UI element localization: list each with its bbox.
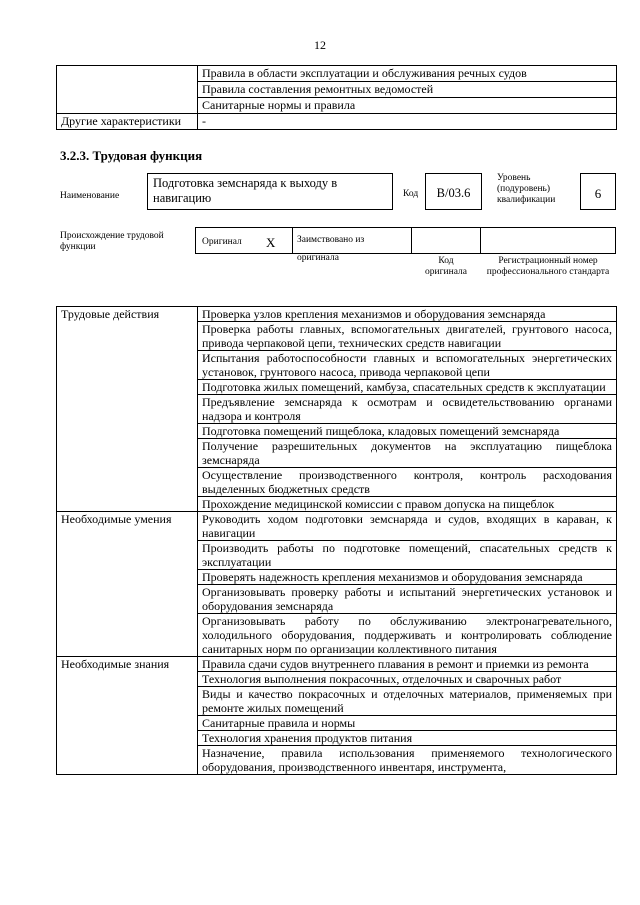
table-cell: Проверка работы главных, вспомогательных двигателей, грунтового насоса, привода черпаковой цепи, технических средств навигации	[198, 322, 617, 351]
table-cell: Подготовка помещений пищеблока, кладовых помещений земснаряда	[198, 424, 617, 439]
table-cell: Осуществление производственного контроля, контроль расходования выделенных бюджетных средств	[198, 468, 617, 497]
table-cell: Прохождение медицинской комиссии с правом допуска на пищеблок	[198, 497, 617, 512]
table-cell: Правила сдачи судов внутреннего плавания в ремонт и приемки из ремонта	[198, 657, 617, 672]
table-cell: Испытания работоспособности главных и вспомогательных энергетических установок, грунтового насоса, привода черпаковой цепи	[198, 351, 617, 380]
table-cell: Виды и качество покрасочных и отделочных материалов, применяемых при ремонте жилых помещений	[198, 687, 617, 716]
name-label: Наименование	[60, 191, 120, 201]
registration-number-cell	[480, 227, 616, 254]
table-cell: Назначение, правила использования применяемого технологического оборудования, производственного инвентаря, инструмента,	[198, 746, 617, 775]
table-cell: Технология хранения продуктов питания	[198, 731, 617, 746]
section-title: 3.2.3. Трудовая функция	[60, 148, 203, 163]
function-name: Подготовка земснаряда к выходу в навигацию	[147, 173, 393, 210]
borrowed-label: Заимствовано из оригинала	[297, 235, 365, 263]
table-row	[57, 657, 617, 672]
table-cell: Предъявление земснаряда к осмотрам и освидетельствованию органами надзора и контроля	[198, 395, 617, 424]
original-code-cell	[411, 227, 481, 254]
table-cell: Организовывать работу по обслуживанию электронагревательного, холодильного оборудования, поддерживать и контролировать соблюдение санитарных норм по организации коллективного питания	[198, 614, 617, 657]
table-cell: Производить работы по подготовке помещений, спасательных средств к эксплуатации	[198, 541, 617, 570]
qualification-level-label: Уровень (подуровень) квалификации	[497, 173, 556, 205]
qualification-level-value: 6	[580, 173, 616, 210]
table-cell: Санитарные правила и нормы	[198, 716, 617, 731]
table-row	[57, 307, 617, 322]
continuation-table	[56, 65, 617, 130]
original-mark: X	[266, 235, 276, 250]
labor-function-table	[56, 306, 617, 775]
table-cell: Проверять надежность крепления механизмов и оборудования земснаряда	[198, 570, 617, 585]
continuation-label-cell	[57, 66, 198, 114]
other-characteristics-label: Другие характеристики	[57, 114, 198, 130]
original-code-caption: Код оригинала	[425, 256, 467, 277]
table-cell: Технология выполнения покрасочных, отделочных и сварочных работ	[198, 672, 617, 687]
section-label-cell: Необходимые знания	[57, 657, 198, 775]
section-label-cell: Необходимые умения	[57, 512, 198, 657]
table-cell: Руководить ходом подготовки земснаряда и судов, входящих в караван, к навигации	[198, 512, 617, 541]
borrowed-cell	[292, 227, 412, 263]
origin-label: Происхождение трудовой функции	[60, 231, 164, 252]
registration-number-caption: Регистрационный номер профессионального стандарта	[486, 256, 610, 277]
page-number: 12	[314, 38, 326, 52]
other-characteristics-value: -	[198, 114, 617, 130]
original-cell	[195, 227, 293, 254]
original-label: Оригинал	[202, 237, 242, 247]
table-cell: Проверка узлов крепления механизмов и оборудования земснаряда	[198, 307, 617, 322]
table-cell: Подготовка жилых помещений, камбуза, спасательных средств к эксплуатации	[198, 380, 617, 395]
table-cell: Получение разрешительных документов на эксплуатацию пищеблока земснаряда	[198, 439, 617, 468]
section-label-cell: Трудовые действия	[57, 307, 198, 512]
table-row: Правила в области эксплуатации и обслуживания речных судов	[198, 66, 617, 82]
code-label: Код	[403, 189, 419, 199]
table-row: Санитарные нормы и правила	[198, 98, 617, 114]
table-cell: Организовывать проверку работы и испытаний энергетических установок и оборудования земснаряда	[198, 585, 617, 614]
function-code: B/03.6	[425, 173, 482, 210]
table-row	[57, 512, 617, 541]
table-row: Правила составления ремонтных ведомостей	[198, 82, 617, 98]
